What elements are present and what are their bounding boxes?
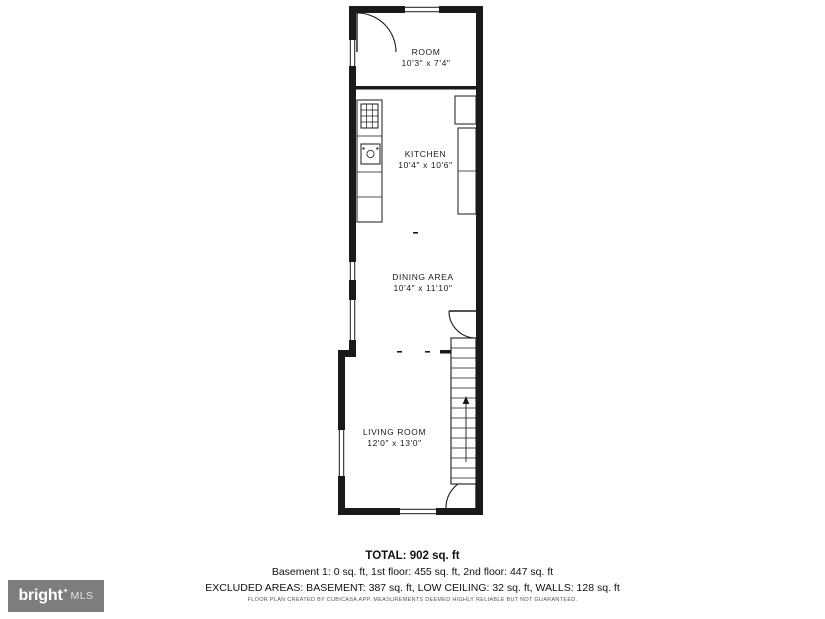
total-area-text: TOTAL: 902 sq. ft bbox=[365, 550, 460, 562]
room-dimensions: 10'3" x 7'4" bbox=[401, 58, 451, 69]
room-name: KITCHEN bbox=[404, 149, 447, 159]
star-icon: ✦ bbox=[62, 588, 69, 595]
watermark-suffix: MLS bbox=[70, 590, 94, 602]
room-name: LIVING ROOM bbox=[362, 427, 427, 437]
bright-mls-watermark bbox=[8, 580, 104, 612]
room-label-dining-area bbox=[363, 272, 483, 295]
watermark-brand: bright bbox=[18, 587, 63, 604]
disclaimer-text: FLOOR PLAN CREATED BY CUBICASA APP. MEASUREMENTS DEEMED HIGHLY RELIABLE BUT NOT GUARANTEED. bbox=[247, 597, 578, 603]
staircase bbox=[451, 338, 476, 484]
room-name: DINING AREA bbox=[392, 272, 454, 282]
room-name: ROOM bbox=[411, 47, 441, 57]
floor-breakdown-text: Basement 1: 0 sq. ft, 1st floor: 455 sq. ft, 2nd floor: 447 sq. ft bbox=[271, 566, 554, 579]
excluded-areas-text: EXCLUDED AREAS: BASEMENT: 387 sq. ft, LOW CEILING: 32 sq. ft, WALLS: 128 sq. ft bbox=[205, 582, 620, 594]
area-summary bbox=[0, 548, 825, 597]
room-label-room bbox=[371, 47, 481, 70]
room-label-living-room bbox=[337, 427, 452, 450]
room-label-kitchen bbox=[368, 149, 483, 172]
room-dimensions: 10'4" x 10'6" bbox=[398, 160, 453, 171]
room-dimensions: 12'0" x 13'0" bbox=[367, 438, 422, 449]
room-dimensions: 10'4" x 11'10" bbox=[393, 283, 453, 294]
